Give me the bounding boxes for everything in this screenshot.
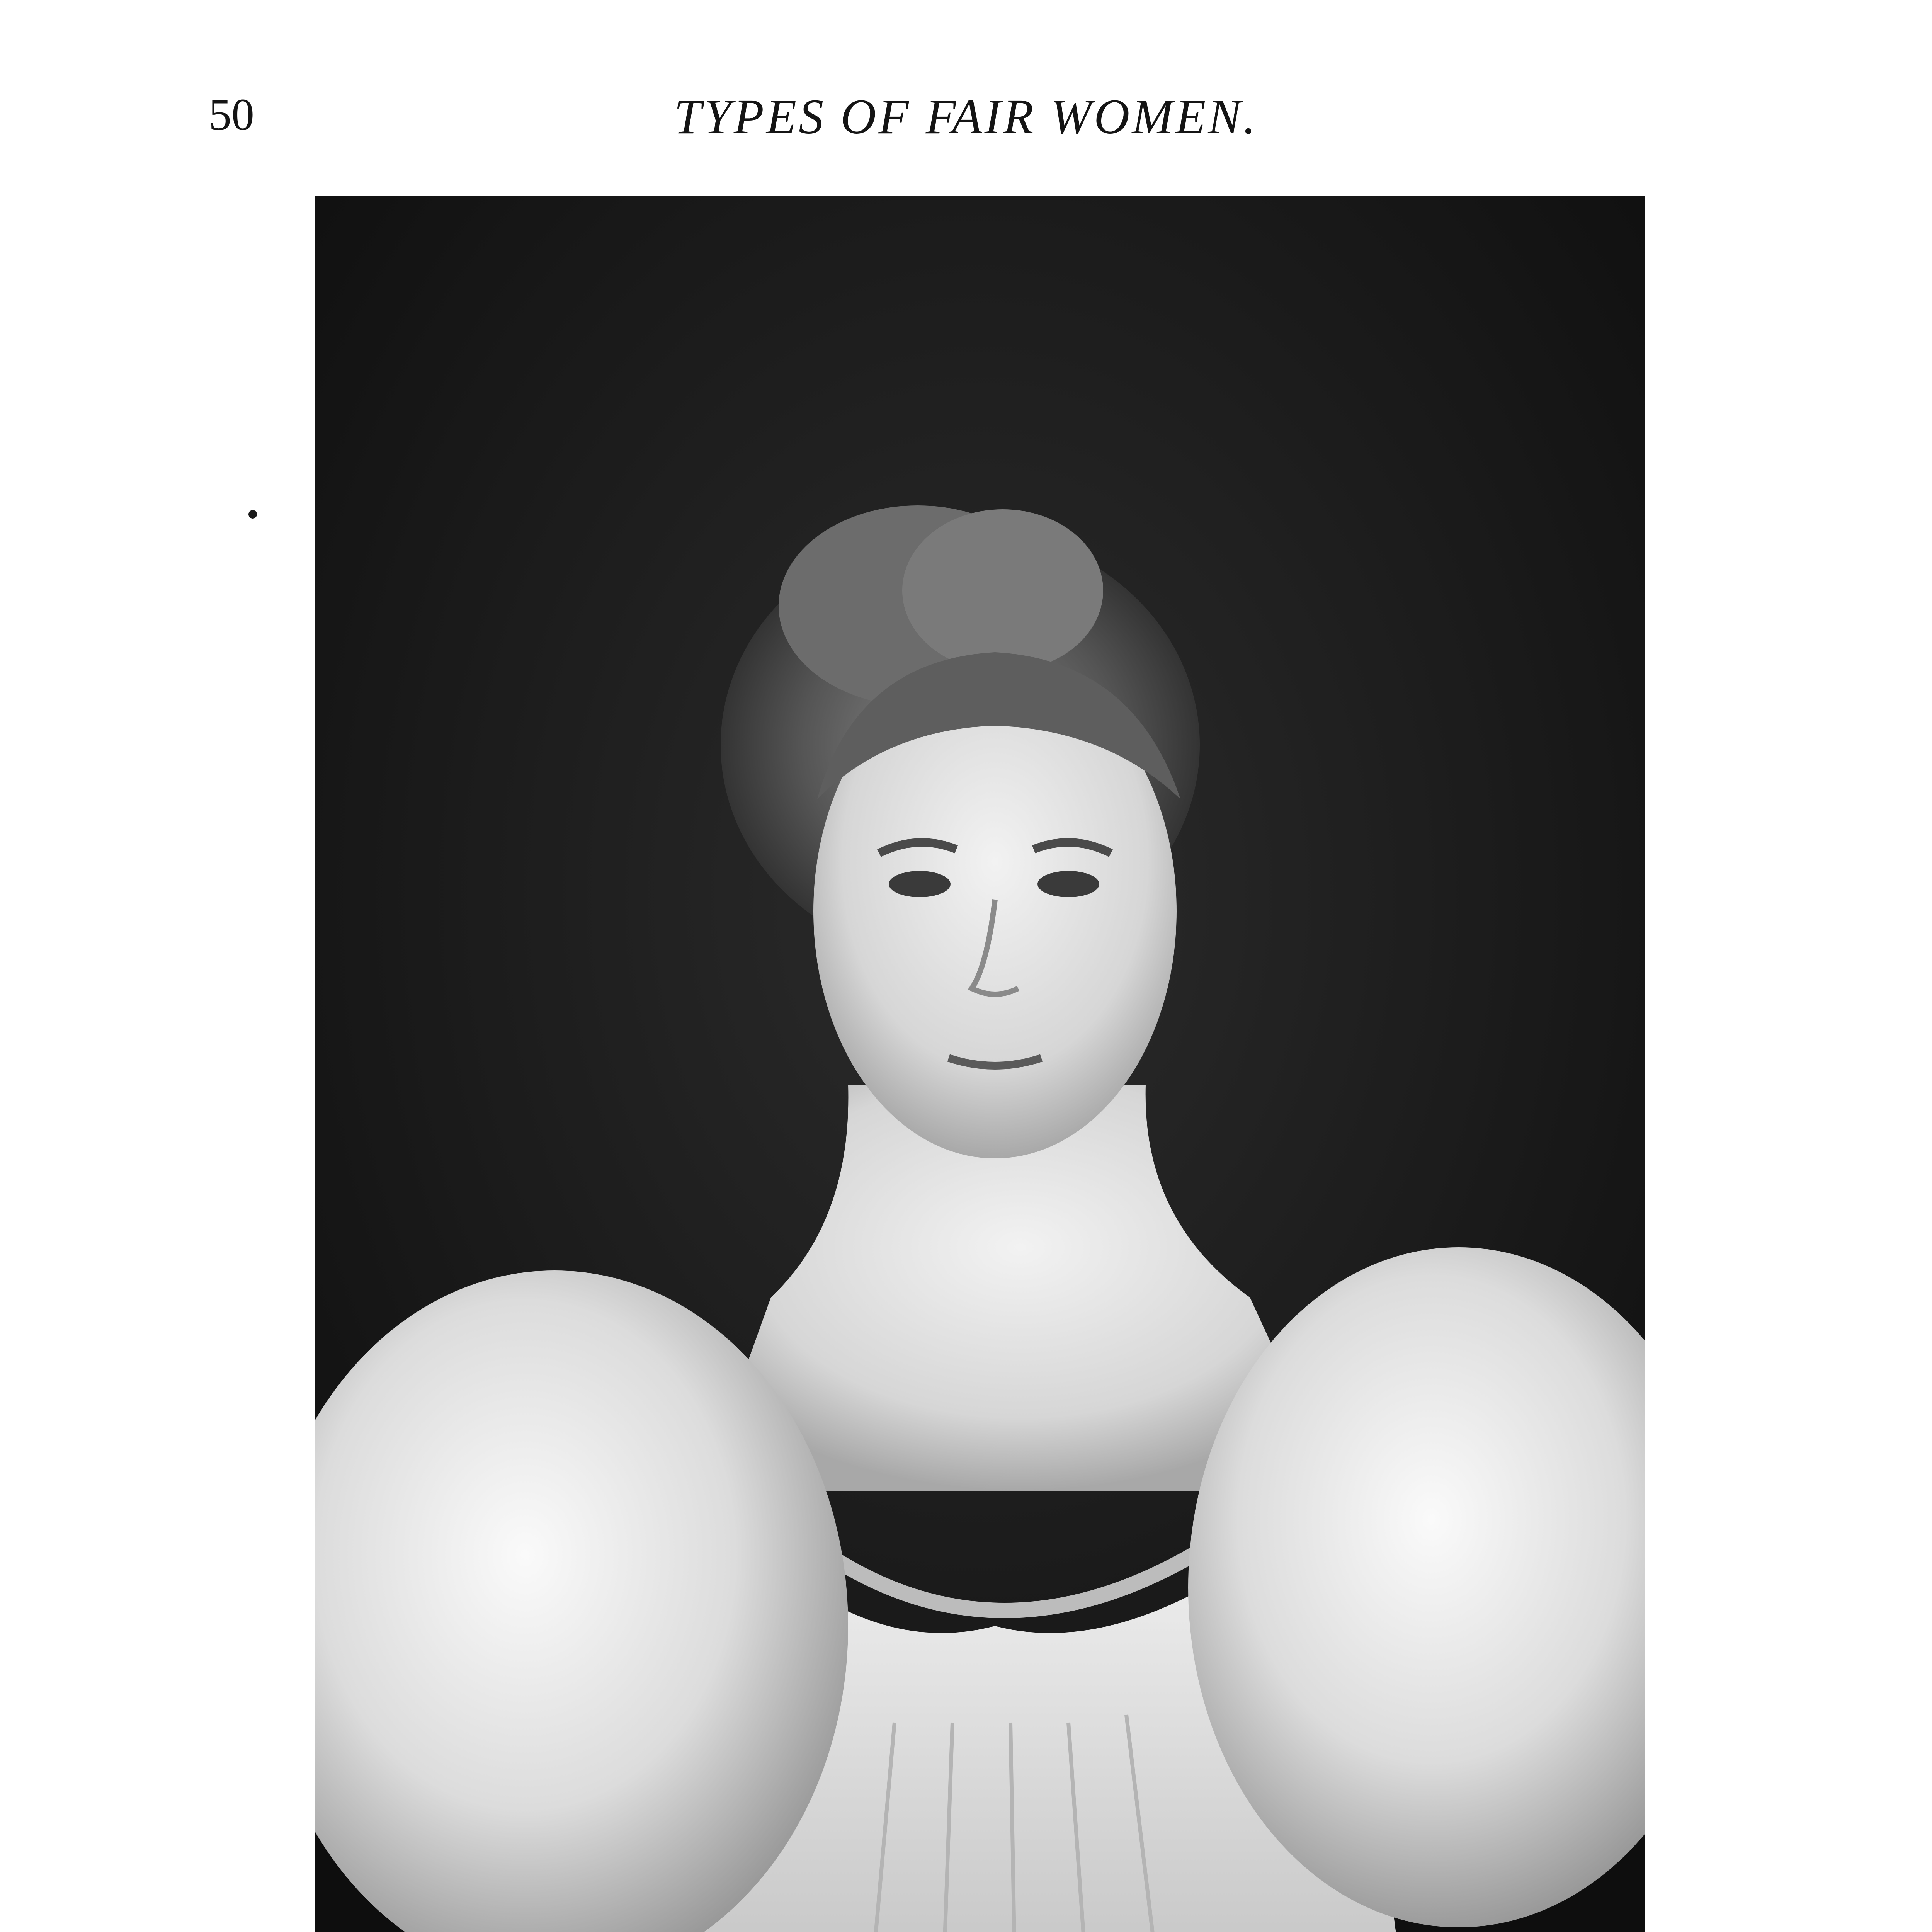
portrait-photograph xyxy=(315,196,1645,1932)
ink-dot xyxy=(248,510,257,519)
portrait-icon xyxy=(315,196,1645,1932)
page-number: 50 xyxy=(209,89,254,140)
running-title: TYPES OF FAIR WOMEN. xyxy=(674,89,1258,144)
